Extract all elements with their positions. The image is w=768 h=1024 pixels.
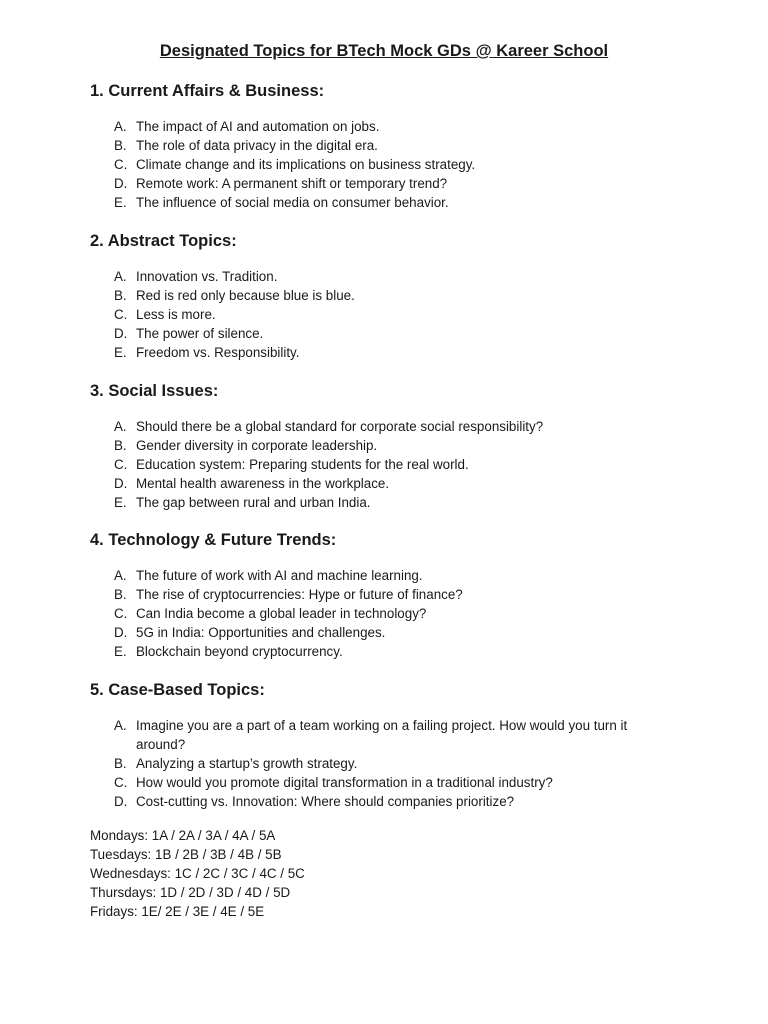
item-text: Red is red only because blue is blue. — [136, 287, 355, 303]
schedule-line-friday: Fridays: 1E/ 2E / 3E / 4E / 5E — [90, 904, 265, 919]
topic-list — [90, 567, 680, 662]
section-technology-trends — [90, 530, 680, 662]
item-letter: C. — [114, 774, 128, 790]
list-item — [90, 586, 680, 605]
section-case-based-topics — [90, 680, 680, 812]
weekly-schedule — [90, 826, 305, 921]
section-heading: 1. Current Affairs & Business: — [90, 82, 325, 100]
item-text: Can India become a global leader in technology? — [136, 605, 427, 621]
list-item — [90, 194, 680, 213]
list-item — [90, 437, 680, 456]
item-letter: E. — [114, 344, 127, 360]
item-letter: E. — [114, 194, 127, 210]
list-item — [90, 717, 680, 755]
section-heading: 3. Social Issues: — [90, 382, 219, 400]
item-text: Gender diversity in corporate leadership. — [136, 437, 378, 453]
list-item — [90, 268, 680, 287]
item-letter: A. — [114, 269, 127, 284]
item-letter: D. — [114, 325, 128, 341]
item-letter: A. — [114, 119, 127, 134]
item-text: 5G in India: Opportunities and challenges. — [136, 624, 386, 640]
item-letter: D. — [114, 793, 128, 809]
item-letter: C. — [114, 306, 128, 322]
list-item — [90, 344, 680, 363]
schedule-line-thursday: Thursdays: 1D / 2D / 3D / 4D / 5D — [90, 885, 291, 900]
item-text: The role of data privacy in the digital era. — [136, 137, 378, 153]
item-text: Education system: Preparing students for the real world. — [136, 456, 469, 472]
list-item — [90, 567, 680, 586]
item-text: The gap between rural and urban India. — [136, 494, 371, 510]
item-text: The power of silence. — [136, 325, 264, 341]
section-heading: 4. Technology & Future Trends: — [90, 531, 337, 549]
schedule-line-tuesday: Tuesdays: 1B / 2B / 3B / 4B / 5B — [90, 847, 282, 862]
item-letter: C. — [114, 156, 128, 172]
item-letter: A. — [114, 568, 127, 583]
section-abstract-topics — [90, 231, 680, 363]
item-text: The rise of cryptocurrencies: Hype or future of finance? — [136, 586, 463, 602]
item-letter: D. — [114, 624, 128, 640]
list-item — [90, 643, 680, 662]
schedule-line-monday: Mondays: 1A / 2A / 3A / 4A / 5A — [90, 828, 276, 843]
list-item — [90, 287, 680, 306]
item-text: Should there be a global standard for corporate social responsibility? — [136, 419, 544, 434]
topic-list — [90, 418, 680, 513]
item-letter: B. — [114, 287, 127, 303]
list-item — [90, 774, 680, 793]
topic-list — [90, 717, 680, 812]
list-item — [90, 306, 680, 325]
item-text: Mental health awareness in the workplace. — [136, 475, 390, 491]
list-item — [90, 418, 680, 437]
list-item — [90, 494, 680, 513]
section-social-issues — [90, 381, 680, 513]
item-letter: B. — [114, 437, 127, 453]
item-text: Freedom vs. Responsibility. — [136, 344, 300, 360]
item-text: The future of work with AI and machine learning. — [136, 568, 423, 583]
topic-list — [90, 118, 680, 213]
item-letter: B. — [114, 755, 127, 771]
item-text: The impact of AI and automation on jobs. — [136, 119, 380, 134]
item-letter: E. — [114, 494, 127, 510]
item-letter: B. — [114, 137, 127, 153]
item-text: How would you promote digital transformation in a traditional industry? — [136, 774, 553, 790]
document-title: Designated Topics for BTech Mock GDs @ Kareer School — [159, 42, 609, 60]
section-current-affairs — [90, 81, 680, 213]
list-item — [90, 456, 680, 475]
item-letter: D. — [114, 475, 128, 491]
item-letter: A. — [114, 419, 127, 434]
item-letter: C. — [114, 456, 128, 472]
item-text: Imagine you are a part of a team working on a failing project. How would you turn it around? — [136, 718, 628, 752]
item-text: Innovation vs. Tradition. — [136, 269, 278, 284]
item-text: Blockchain beyond cryptocurrency. — [136, 643, 343, 659]
section-heading: 5. Case-Based Topics: — [90, 681, 265, 699]
section-heading: 2. Abstract Topics: — [90, 232, 237, 250]
list-item — [90, 624, 680, 643]
schedule-line-wednesday: Wednesdays: 1C / 2C / 3C / 4C / 5C — [90, 866, 305, 881]
list-item — [90, 325, 680, 344]
item-letter: C. — [114, 605, 128, 621]
item-text: Cost-cutting vs. Innovation: Where should companies prioritize? — [136, 793, 515, 809]
list-item — [90, 118, 680, 137]
item-text: Climate change and its implications on business strategy. — [136, 156, 476, 172]
item-text: Remote work: A permanent shift or temporary trend? — [136, 175, 448, 191]
item-text: The influence of social media on consumer behavior. — [136, 194, 449, 210]
list-item — [90, 605, 680, 624]
list-item — [90, 755, 680, 774]
item-letter: B. — [114, 586, 127, 602]
topic-list — [90, 268, 680, 363]
item-text: Less is more. — [136, 306, 216, 322]
list-item — [90, 156, 680, 175]
list-item — [90, 475, 680, 494]
list-item — [90, 137, 680, 156]
item-letter: E. — [114, 643, 127, 659]
item-text: Analyzing a startup’s growth strategy. — [136, 755, 358, 771]
item-letter: A. — [114, 718, 127, 733]
list-item — [90, 175, 680, 194]
list-item — [90, 793, 680, 812]
item-letter: D. — [114, 175, 128, 191]
